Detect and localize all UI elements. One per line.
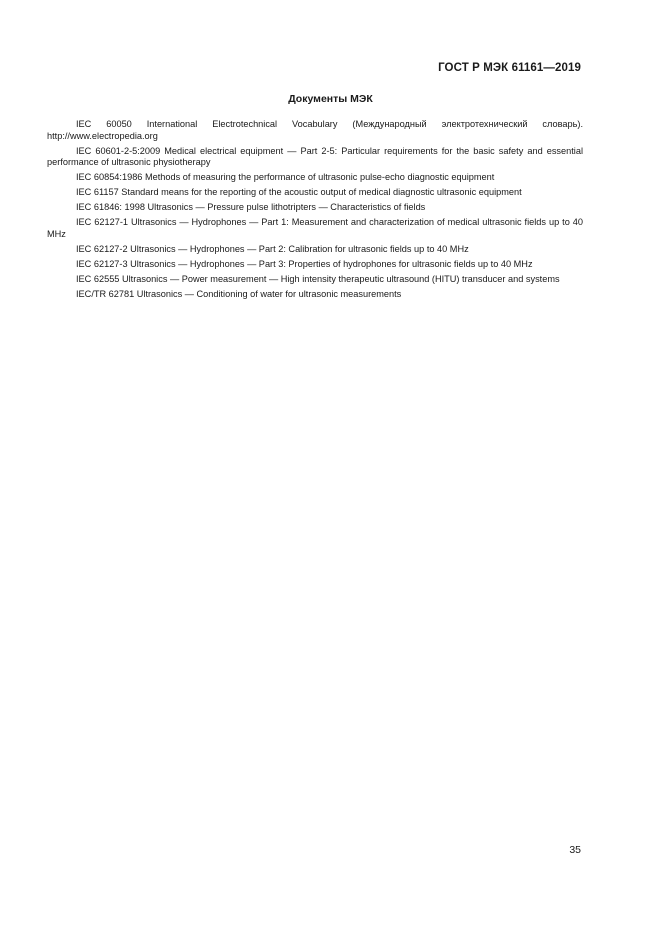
- reference-item: IEC 61157 Standard means for the reporting of the acoustic output of medical diagnostic ultrasonic equipment: [76, 187, 522, 197]
- reference-item: IEC/TR 62781 Ultrasonics — Conditioning of water for ultrasonic measurements: [76, 288, 402, 299]
- reference-item: IEC 62127-2 Ultrasonics — Hydrophones — Part 2: Calibration for ultrasonic fields up to 40 MHz: [76, 243, 469, 254]
- reference-item: IEC 62555 Ultrasonics — Power measurement — High intensity therapeutic ultrasound (HITU) transducer and systems: [76, 273, 560, 284]
- reference-item: IEC 60854:1986 Methods of measuring the performance of ultrasonic pulse-echo diagnostic equipment: [76, 172, 495, 182]
- page-number: 35: [569, 844, 581, 856]
- reference-list: [47, 119, 583, 304]
- reference-item: IEC 60601-2-5:2009 Medical electrical equipment — Part 2-5: Particular requirements for the basic safety and essential performance of ultrasonic physiotherapy: [47, 145, 583, 167]
- document-code-header: ГОСТ Р МЭК 61161—2019: [438, 62, 581, 74]
- reference-item: IEC 62127-3 Ultrasonics — Hydrophones — Part 3: Properties of hydrophones for ultrasonic fields up to 40 MHz: [76, 258, 533, 269]
- reference-item: IEC 62127-1 Ultrasonics — Hydrophones — Part 1: Measurement and characterization of medical ultrasonic fields up to 40 MHz: [47, 217, 583, 239]
- reference-item: IEC 60050 International Electrotechnical Vocabulary (Международный электротехнический словарь). http://www.electropedia.org: [47, 119, 583, 141]
- reference-item: IEC 61846: 1998 Ultrasonics — Pressure pulse lithotripters — Characteristics of fields: [76, 202, 426, 212]
- section-title: Документы МЭК: [288, 93, 373, 105]
